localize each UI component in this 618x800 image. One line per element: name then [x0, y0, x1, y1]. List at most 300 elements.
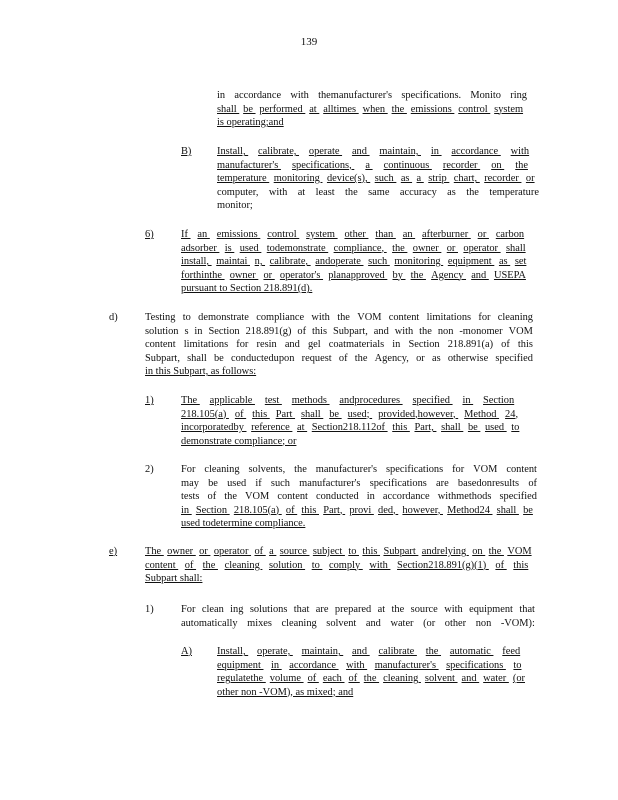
item-label: 1)	[145, 604, 154, 615]
word: a	[269, 546, 277, 557]
word: USEPA	[493, 269, 526, 281]
text-line	[181, 228, 531, 242]
word: may	[181, 477, 199, 489]
text-line	[217, 659, 529, 673]
word: shall	[496, 504, 519, 516]
word: equipment	[217, 659, 264, 671]
word: the	[515, 159, 528, 171]
word: cleaning	[497, 312, 533, 323]
text-line	[181, 617, 535, 631]
word: of	[254, 546, 266, 557]
word: Method24	[447, 504, 493, 516]
word: owner	[229, 269, 259, 281]
word: accordance	[382, 491, 430, 502]
text-line	[181, 394, 524, 408]
word: For	[181, 464, 196, 475]
text-line	[217, 103, 527, 117]
text-line	[217, 145, 539, 159]
word: Section	[408, 339, 440, 350]
word: test	[264, 395, 282, 406]
item-label: B)	[181, 146, 192, 157]
word: s	[184, 325, 189, 337]
word: andrelying	[421, 546, 469, 557]
word: VOM	[245, 491, 270, 502]
word: themanufacturer's	[318, 90, 393, 101]
paragraph-item-d	[145, 311, 533, 379]
word: the	[392, 242, 408, 254]
word: used;	[347, 408, 373, 420]
word: of	[297, 325, 307, 337]
text-line	[217, 89, 527, 103]
word: be	[243, 103, 256, 115]
text-line: in this Subpart, as follows:	[145, 366, 257, 377]
word: this	[392, 422, 410, 433]
word: accuracy	[399, 186, 437, 198]
word: system	[494, 103, 524, 115]
word: comply	[328, 559, 363, 571]
word: andoperate	[315, 256, 364, 267]
word: ing	[230, 604, 244, 615]
word: the	[488, 546, 504, 557]
word: Section218.112of	[311, 422, 388, 433]
word: other	[344, 229, 369, 240]
text-line: monitor;	[217, 200, 253, 211]
word: used	[227, 477, 247, 489]
word: specified	[412, 395, 453, 406]
word: provi	[349, 504, 374, 516]
text-line	[145, 545, 535, 559]
word: with	[311, 312, 330, 323]
text-line	[145, 325, 533, 339]
word: specifications	[446, 659, 506, 671]
word: If	[181, 229, 191, 240]
word: and	[461, 673, 480, 684]
word: cleaning	[383, 673, 421, 684]
word: operate	[308, 146, 343, 157]
word: with	[369, 559, 391, 571]
word: 218.891(a)	[447, 339, 494, 350]
word: shall	[301, 408, 324, 420]
word: operator	[463, 242, 501, 254]
word: gel	[307, 339, 321, 350]
word: are	[436, 477, 449, 489]
word: owner	[167, 546, 196, 557]
word: conductedupon	[230, 352, 295, 364]
word: mixes	[247, 617, 272, 629]
word: calibrate,	[258, 146, 300, 157]
word: adsorber	[181, 242, 220, 254]
text-line	[181, 490, 537, 504]
paragraph-item-e	[145, 545, 535, 586]
word: that	[519, 604, 535, 615]
paragraph-item-e1a	[217, 645, 529, 699]
word: The	[181, 395, 200, 406]
word: with	[394, 325, 414, 337]
word: in	[217, 90, 226, 101]
text-line	[181, 421, 524, 435]
word: with	[510, 146, 530, 157]
word: or	[446, 242, 458, 254]
word: compliance,	[333, 242, 387, 254]
word: of	[184, 559, 197, 571]
word: solvents,	[248, 464, 286, 475]
item-label: d)	[109, 312, 118, 323]
word: in	[392, 339, 401, 350]
text-line	[181, 603, 535, 617]
word: (or	[512, 673, 525, 684]
word: operate,	[257, 646, 293, 657]
word: tests	[181, 491, 200, 502]
word: specified	[499, 491, 537, 502]
text-line: used todetermine compliance.	[181, 518, 306, 529]
word: Part,	[414, 422, 437, 433]
word: cleaning	[281, 617, 317, 629]
word: accordance	[289, 659, 339, 671]
text-line: is operating;and	[217, 117, 284, 128]
word: methods	[291, 395, 330, 406]
item-label: 1)	[145, 395, 154, 406]
paragraph-item-d1	[181, 394, 524, 448]
word: compliance	[256, 312, 305, 323]
word: and	[365, 617, 381, 629]
word: and	[471, 269, 489, 281]
word: VOM	[357, 312, 382, 323]
word: be	[208, 477, 218, 489]
word: owner	[412, 242, 442, 254]
word: and	[352, 646, 370, 657]
word: install,	[181, 256, 212, 267]
word: calibrate	[378, 646, 417, 657]
word: control	[267, 229, 300, 240]
word: by	[392, 269, 406, 281]
word: as	[431, 352, 441, 364]
word: cleaning	[224, 559, 263, 571]
word: maintai	[216, 256, 250, 267]
text-line	[217, 159, 539, 173]
word: alltimes	[323, 103, 359, 115]
word: solution	[145, 325, 179, 337]
word: and	[373, 325, 389, 337]
word: if	[255, 477, 262, 489]
word: to	[513, 659, 522, 671]
word: content	[506, 464, 537, 475]
page-number: 139	[300, 36, 318, 48]
word: n,	[254, 256, 266, 267]
word: with	[290, 90, 309, 101]
word: the	[419, 325, 432, 337]
word: accordance	[451, 146, 501, 157]
word: -VOM):	[500, 617, 535, 629]
word: specifications,	[291, 159, 355, 171]
word: in	[366, 491, 375, 502]
word: Agency	[431, 269, 467, 281]
word: used	[484, 422, 507, 433]
word: with	[444, 604, 463, 615]
word: to	[182, 312, 191, 323]
word: ring	[510, 90, 527, 101]
word: conducted	[316, 491, 359, 502]
word: the	[466, 186, 479, 198]
word: at	[297, 186, 306, 198]
word: volume	[269, 673, 304, 684]
word: the	[425, 646, 442, 657]
text-line	[181, 242, 531, 256]
word: maintain,	[379, 146, 421, 157]
text-line	[145, 559, 535, 573]
word: specifications.	[401, 90, 462, 101]
word: and	[351, 146, 370, 157]
word: be	[523, 504, 533, 516]
word: non	[475, 617, 492, 629]
item-label: 2)	[145, 464, 154, 475]
word: this	[362, 546, 381, 557]
word: provided,however,	[378, 408, 459, 420]
word: such	[270, 477, 290, 489]
word: or	[477, 229, 489, 240]
word: in	[462, 395, 474, 406]
word: forthinthe	[181, 269, 225, 281]
word: the	[345, 186, 358, 198]
word: used	[239, 242, 262, 254]
word: otherwise	[447, 352, 489, 364]
word: to	[348, 546, 359, 557]
word: and	[284, 339, 300, 350]
word: this	[513, 559, 529, 571]
word: feed	[502, 646, 521, 657]
word: of	[207, 491, 217, 502]
word: cleaning	[204, 464, 240, 475]
word: Agency,	[374, 352, 409, 364]
word: 24,	[505, 408, 519, 420]
word: a	[365, 159, 373, 171]
word: source	[279, 546, 310, 557]
word: automatically	[181, 617, 238, 629]
word: automatic	[449, 646, 494, 657]
word: the	[294, 464, 307, 475]
word: solution	[268, 559, 306, 571]
word: regulatethe	[217, 673, 266, 684]
word: Subpart	[383, 546, 419, 557]
word: at	[377, 604, 386, 615]
word: solutions	[249, 604, 288, 615]
word: reference	[251, 422, 293, 433]
word: planapproved	[328, 269, 388, 281]
word: this	[301, 504, 319, 516]
word: be	[213, 352, 224, 364]
word: control	[458, 103, 491, 115]
text-line	[217, 672, 529, 686]
word: andprocedures	[339, 395, 403, 406]
word: shall	[217, 103, 240, 115]
word: each	[322, 673, 345, 684]
word: in	[271, 659, 282, 671]
word: computer,	[217, 186, 259, 198]
word: calibrate,	[269, 256, 311, 267]
text-line	[145, 311, 533, 325]
text-line	[181, 408, 524, 422]
word: in	[430, 146, 442, 157]
word: this	[252, 408, 270, 420]
word: manufacturer's	[374, 659, 439, 671]
word: applicable	[209, 395, 255, 406]
word: as	[447, 186, 456, 198]
word: to	[511, 422, 520, 433]
word: for	[452, 464, 465, 475]
word: such	[374, 173, 397, 184]
word: such	[368, 256, 390, 267]
word: when	[362, 103, 388, 115]
text-line: other non -VOM), as mixed; and	[217, 686, 354, 698]
word: water	[483, 673, 509, 684]
word: clean	[201, 604, 224, 615]
word: chart,	[453, 173, 480, 184]
word: is	[224, 242, 235, 254]
word: Section	[208, 325, 240, 337]
word: carbon	[495, 229, 525, 240]
word: source	[410, 604, 438, 615]
item-label: e)	[109, 546, 118, 557]
word: specified	[495, 352, 533, 364]
word: the	[410, 269, 426, 281]
word: coatmaterials	[328, 339, 385, 350]
word: afterburner	[422, 229, 471, 240]
word: shall	[506, 242, 526, 254]
word: temperature	[489, 186, 539, 198]
word: other	[444, 617, 467, 629]
word: content	[388, 312, 420, 323]
word: the	[354, 352, 368, 364]
paragraph-item-e1	[181, 603, 535, 630]
word: or	[263, 269, 275, 281]
word: in	[181, 504, 192, 516]
word: the	[391, 604, 405, 615]
word: subject	[312, 546, 345, 557]
word: The	[145, 546, 164, 557]
word: accordance	[234, 90, 282, 101]
word: least	[315, 186, 335, 198]
word: incorporatedby	[181, 422, 247, 433]
word: solvent	[326, 617, 357, 629]
word: Install,	[217, 146, 249, 157]
word: temperature	[217, 173, 270, 184]
word: with	[268, 186, 288, 198]
word: prepared	[334, 604, 372, 615]
word: Section	[483, 395, 515, 406]
word: or	[525, 173, 535, 184]
word: VOM	[508, 325, 533, 337]
word: or	[416, 352, 425, 364]
word: recorder	[484, 173, 522, 184]
word: shall	[441, 422, 464, 433]
word: Install,	[217, 646, 249, 657]
word: monitoring	[273, 173, 323, 184]
word: Method	[464, 408, 500, 420]
word: set	[514, 256, 527, 267]
word: of	[338, 352, 348, 364]
paragraph-item-d2	[181, 463, 537, 531]
word: recorder	[442, 159, 481, 171]
word: strip	[428, 173, 450, 184]
word: Monito	[470, 90, 501, 101]
word: at	[297, 422, 308, 433]
word: of	[528, 477, 537, 489]
text-line	[181, 255, 531, 269]
word: withmethods	[437, 491, 492, 502]
paragraph-cont	[217, 89, 527, 130]
word: of	[348, 673, 360, 684]
word: shall	[187, 352, 207, 364]
word: on	[472, 546, 486, 557]
word: a	[416, 173, 424, 184]
word: on	[491, 159, 505, 171]
word: non	[437, 325, 454, 337]
word: system	[306, 229, 338, 240]
word: todemonstrate	[266, 242, 329, 254]
text-line	[181, 269, 531, 283]
word: 218.105(a)	[181, 408, 229, 420]
word: emissions	[216, 229, 261, 240]
word: to	[311, 559, 323, 571]
word: or	[199, 546, 211, 557]
word: are	[315, 604, 329, 615]
word: continuous	[383, 159, 432, 171]
word: as	[400, 173, 413, 184]
paragraph-item-b	[217, 145, 539, 213]
word: content	[145, 339, 176, 350]
text-line	[217, 186, 539, 200]
word: of	[285, 504, 298, 516]
word: (or	[423, 617, 436, 629]
word: for	[478, 312, 491, 323]
word: the	[337, 312, 350, 323]
word: manufacturer's	[299, 477, 361, 489]
text-line: demonstrate compliance; or	[181, 435, 297, 447]
word: of	[495, 559, 507, 571]
word: limitations	[183, 339, 229, 350]
word: device(s),	[326, 173, 371, 184]
word: operator's	[279, 269, 324, 281]
word: the	[202, 559, 218, 571]
word: emissions	[410, 103, 455, 115]
word: Section	[195, 504, 230, 516]
word: operator	[213, 546, 252, 557]
word: than	[375, 229, 396, 240]
word: 218.105(a)	[233, 504, 282, 516]
word: that	[293, 604, 310, 615]
word: request	[301, 352, 332, 364]
text-line: Subpart shall:	[145, 573, 203, 584]
text-line	[145, 338, 533, 352]
word: be	[329, 408, 342, 420]
word: Section218.891(g)(1)	[397, 559, 489, 571]
word: Part	[275, 408, 296, 420]
paragraph-item-6	[181, 228, 531, 296]
word: Testing	[145, 312, 176, 323]
word: in	[194, 325, 203, 337]
item-label: A)	[181, 646, 192, 657]
word: as	[498, 256, 511, 267]
word: Subpart,	[145, 352, 180, 364]
word: resin	[256, 339, 277, 350]
word: VOM	[473, 464, 498, 475]
word: this	[517, 339, 533, 350]
word: same	[368, 186, 390, 198]
word: with	[346, 659, 368, 671]
word: at	[309, 103, 320, 115]
word: this	[311, 325, 327, 337]
word: solvent	[424, 673, 458, 684]
word: -monomer	[459, 325, 503, 337]
